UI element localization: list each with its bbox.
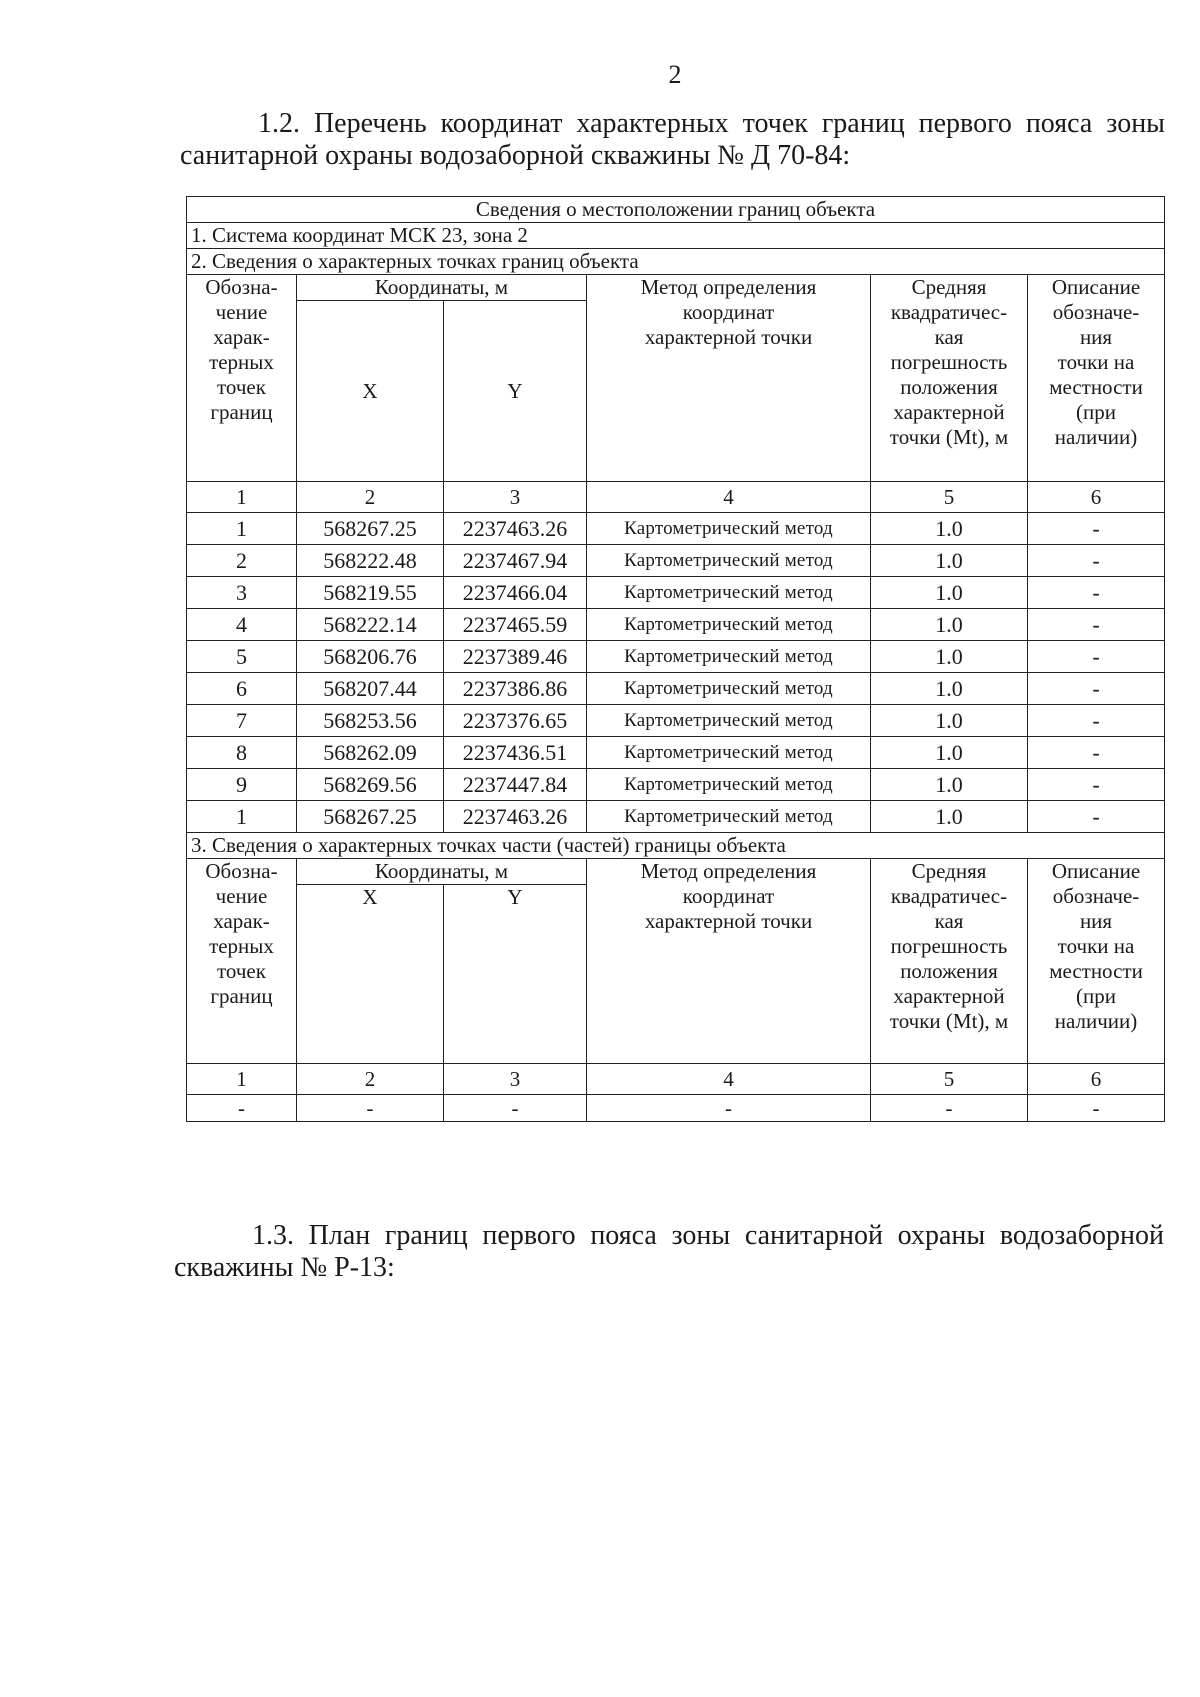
description: - [1028,769,1165,801]
description: - [1028,801,1165,833]
column-number: 2 [297,482,444,513]
method: Картометрический метод [587,609,871,641]
coord-y: - [444,1095,587,1122]
coord-y: 2237447.84 [444,769,587,801]
mt: 1.0 [871,545,1028,577]
point-number: 4 [187,609,297,641]
coord-x: 568206.76 [297,641,444,673]
header-error: Средняя квадратичес- кая погрешность положения характерной точки (Mt), м [871,859,1028,1064]
method: Картометрический метод [587,705,871,737]
coord-x: 568253.56 [297,705,444,737]
coord-x: 568207.44 [297,673,444,705]
point-number: 2 [187,545,297,577]
table-row [187,705,1165,737]
method: Картометрический метод [587,737,871,769]
coord-x: 568267.25 [297,513,444,545]
table-row [187,641,1165,673]
point-number: 9 [187,769,297,801]
header-method: Метод определения координат характерной точки [587,275,871,482]
coord-y: 2237463.26 [444,801,587,833]
section-1-2-text: 1.2. Перечень координат характерных точек границ первого пояса зоны санитарной охраны водозаборной скважины № Д 70-84: [180,108,1165,171]
method: Картометрический метод [587,801,871,833]
mt: 1.0 [871,705,1028,737]
header-designation: Обозна- чение харак- терных точек границ [187,275,297,482]
coord-x: 568222.48 [297,545,444,577]
coord-y: 2237467.94 [444,545,587,577]
column-number: 5 [871,1064,1028,1095]
point-number: - [187,1095,297,1122]
mt: - [871,1095,1028,1122]
table-row [187,673,1165,705]
description: - [1028,641,1165,673]
column-number: 4 [587,482,871,513]
table-row [187,769,1165,801]
mt: 1.0 [871,609,1028,641]
coordinate-system: 1. Система координат МСК 23, зона 2 [187,223,1165,249]
table-row [187,737,1165,769]
section-1-3-text: 1.3. План границ первого пояса зоны санитарной охраны водозаборной скважины № Р-13: [174,1220,1164,1283]
point-number: 3 [187,577,297,609]
column-number: 6 [1028,1064,1165,1095]
mt: 1.0 [871,769,1028,801]
column-numbers-row [187,1064,1165,1095]
mt: 1.0 [871,673,1028,705]
coord-y: 2237436.51 [444,737,587,769]
mt: 1.0 [871,801,1028,833]
coord-y: 2237465.59 [444,609,587,641]
point-number: 6 [187,673,297,705]
header-x: X [297,885,444,1064]
page-number: 2 [668,60,682,89]
description: - [1028,705,1165,737]
header-designation: Обозна- чение харак- терных точек границ [187,859,297,1064]
description: - [1028,513,1165,545]
coord-x: - [297,1095,444,1122]
coord-y: 2237386.86 [444,673,587,705]
header-coords: Координаты, м [297,275,587,301]
coord-y: 2237389.46 [444,641,587,673]
method: - [587,1095,871,1122]
section-2-title: 2. Сведения о характерных точках границ объекта [187,249,1165,275]
column-number: 3 [444,1064,587,1095]
coord-x: 568262.09 [297,737,444,769]
method: Картометрический метод [587,513,871,545]
description: - [1028,1095,1165,1122]
header-description: Описание обозначе- ния точки на местности (при наличии) [1028,275,1165,482]
column-number: 3 [444,482,587,513]
method: Картометрический метод [587,545,871,577]
table-row [187,577,1165,609]
method: Картометрический метод [587,577,871,609]
table-row [187,513,1165,545]
table-row [187,1095,1165,1122]
mt: 1.0 [871,641,1028,673]
description: - [1028,545,1165,577]
mt: 1.0 [871,577,1028,609]
column-number: 6 [1028,482,1165,513]
header-error: Средняя квадратичес- кая погрешность положения характерной точки (Mt), м [871,275,1028,482]
column-number: 1 [187,482,297,513]
header-y: Y [444,885,587,1064]
point-number: 5 [187,641,297,673]
header-coords: Координаты, м [297,859,587,885]
column-number: 2 [297,1064,444,1095]
point-number: 1 [187,801,297,833]
mt: 1.0 [871,737,1028,769]
description: - [1028,673,1165,705]
coord-x: 568219.55 [297,577,444,609]
header-x: X [297,301,444,482]
mt: 1.0 [871,513,1028,545]
table-row [187,801,1165,833]
table-row [187,545,1165,577]
column-number: 1 [187,1064,297,1095]
point-number: 8 [187,737,297,769]
description: - [1028,609,1165,641]
column-numbers-row [187,482,1165,513]
section-3-title: 3. Сведения о характерных точках части (частей) границы объекта [187,833,1165,859]
method: Картометрический метод [587,673,871,705]
column-number: 5 [871,482,1028,513]
coord-y: 2237466.04 [444,577,587,609]
header-y: Y [444,301,587,482]
header-description: Описание обозначе- ния точки на местности (при наличии) [1028,859,1165,1064]
point-number: 7 [187,705,297,737]
table-title: Сведения о местоположении границ объекта [187,197,1165,223]
coord-y: 2237376.65 [444,705,587,737]
coord-x: 568222.14 [297,609,444,641]
boundary-coordinates-table [186,196,1165,1122]
method: Картометрический метод [587,641,871,673]
coord-x: 568267.25 [297,801,444,833]
point-number: 1 [187,513,297,545]
section-1-2-paragraph [180,108,1165,172]
description: - [1028,577,1165,609]
method: Картометрический метод [587,769,871,801]
column-number: 4 [587,1064,871,1095]
table-row [187,609,1165,641]
header-method: Метод определения координат характерной точки [587,859,871,1064]
coord-y: 2237463.26 [444,513,587,545]
section-1-3-paragraph [174,1220,1164,1284]
coord-x: 568269.56 [297,769,444,801]
description: - [1028,737,1165,769]
